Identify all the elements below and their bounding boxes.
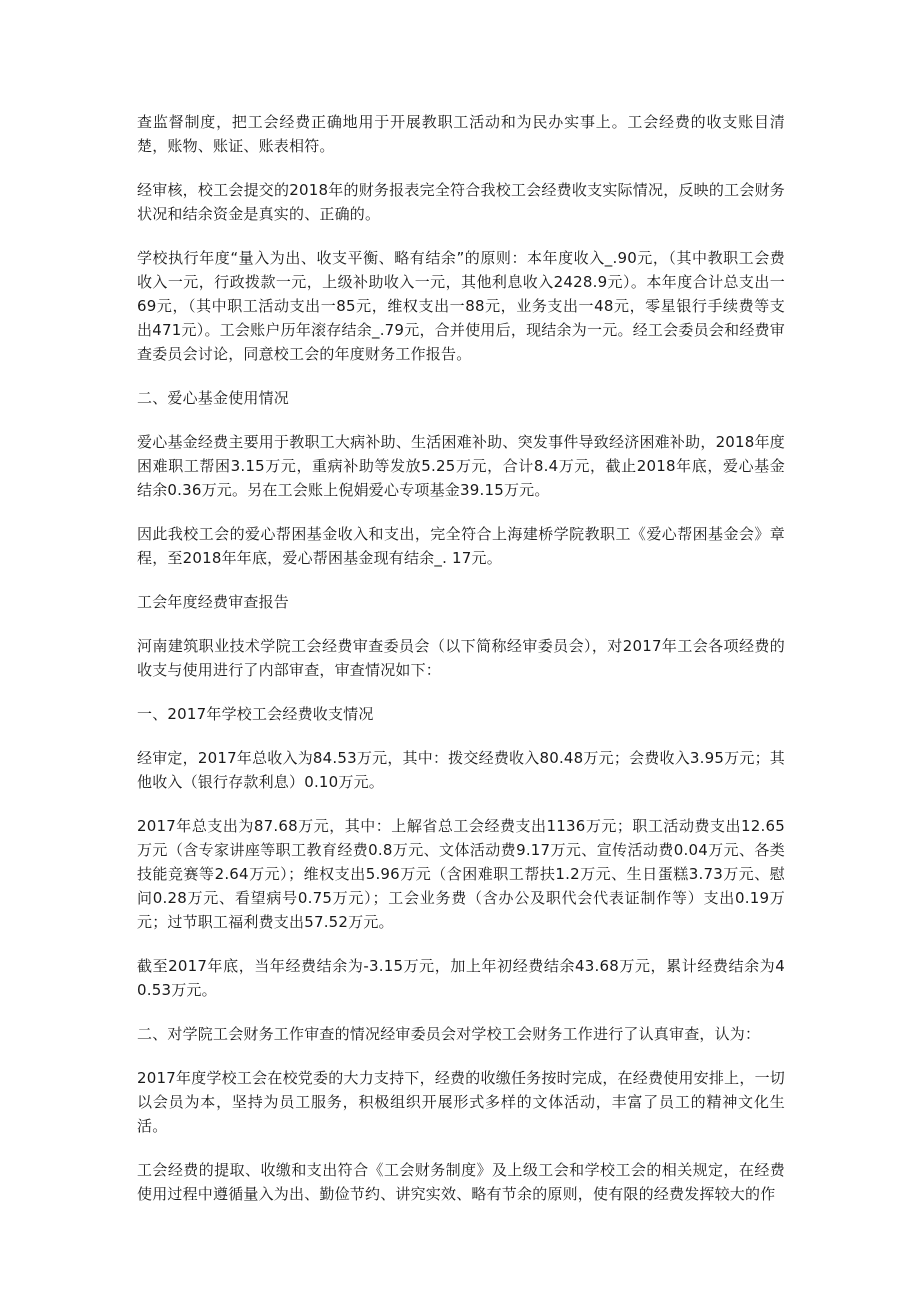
report-title: 工会年度经费审查报告 <box>137 593 290 611</box>
paragraph-audit-conclusion-2018: 经审核，校工会提交的2018年的财务报表完全符合我校工会经费收支实际情况，反映的工会财务状况和结余资金是真实的、正确的。 <box>137 181 785 223</box>
paragraph-charity-fund-conclusion: 因此我校工会的爱心帮困基金收入和支出，完全符合上海建桥学院教职工《爱心帮困基金会》章程，至2018年年底，爱心帮困基金现有结余_. 17元。 <box>137 525 785 567</box>
paragraph-balance-2017: 截至2017年底，当年经费结余为-3.15万元，加上年初经费结余43.68万元，累计经费结余为40.53万元。 <box>137 957 785 999</box>
paragraph-income-2017: 经审定，2017年总收入为84.53万元，其中：拨交经费收入80.48万元；会费收入3.95万元；其他收入（银行存款利息）0.10万元。 <box>137 749 785 791</box>
paragraph-report-intro: 河南建筑职业技术学院工会经费审查委员会（以下简称经审委员会），对2017年工会各项经费的收支与使用进行了内部审查，审查情况如下： <box>137 637 785 679</box>
paragraph-expense-2017: 2017年总支出为87.68万元，其中：上解省总工会经费支出1136万元；职工活动费支出12.65万元（含专家讲座等职工教育经费0.8万元、文体活动费9.17万元、宣传活动费0.04万元、各类技能竞赛等2.64万元）；维权支出5.96万元（含困难职工帮扶1.2万元、生日蛋糕3.73万元、慰问0.28万元、看望病号0.75万元）；工会业务费（含办公及职代会代表证制作等）支出0.19万元；过节职工福利费支出57.52万元。 <box>137 817 785 931</box>
paragraph-annual-budget: 学校执行年度“量入为出、收支平衡、略有结余”的原则：本年度收入_.90元，（其中教职工会费收入一元，行政拨款一元，上级补助收入一元，其他利息收入2428.9元）。本年度合计总支出一69元，（其中职工活动支出一85元，维权支出一88元，业务支出一48元，零星银行手续费等支出471元）。工会账户历年滚存结余_.79元，合并使用后，现结余为一元。经工会委员会和经费审查委员会讨论，同意校工会的年度财务工作报告。 <box>137 249 785 363</box>
paragraph-charity-fund-usage: 爱心基金经费主要用于教职工大病补助、生活困难补助、突发事件导致经济困难补助，2018年度困难职工帮困3.15万元，重病补助等发放5.25万元，合计8.4万元，截止2018年底，爱心基金结余0.36万元。另在工会账上倪娟爱心专项基金39.15万元。 <box>137 433 785 499</box>
section-heading-finance-review: 二、对学院工会财务工作审查的情况经审委员会对学校工会财务工作进行了认真审查，认为： <box>137 1025 761 1043</box>
document-body <box>137 110 785 1206</box>
paragraph-union-support-2017: 2017年度学校工会在校党委的大力支持下，经费的收缴任务按时完成，在经费使用安排上，一切以会员为本，坚持为员工服务，积极组织开展形式多样的文体活动，丰富了员工的精神文化生活。 <box>137 1069 785 1135</box>
paragraph-fund-compliance: 工会经费的提取、收缴和支出符合《工会财务制度》及上级工会和学校工会的相关规定，在经费使用过程中遵循量入为出、勤俭节约、讲究实效、略有节余的原则，使有限的经费发挥较大的作 <box>137 1161 785 1203</box>
section-heading-income-expense-2017: 一、2017年学校工会经费收支情况 <box>137 705 374 723</box>
section-heading-charity-fund: 二、爱心基金使用情况 <box>137 389 290 407</box>
paragraph-audit-system: 查监督制度，把工会经费正确地用于开展教职工活动和为民办实事上。工会经费的收支账目清楚，账物、账证、账表相符。 <box>137 113 785 155</box>
